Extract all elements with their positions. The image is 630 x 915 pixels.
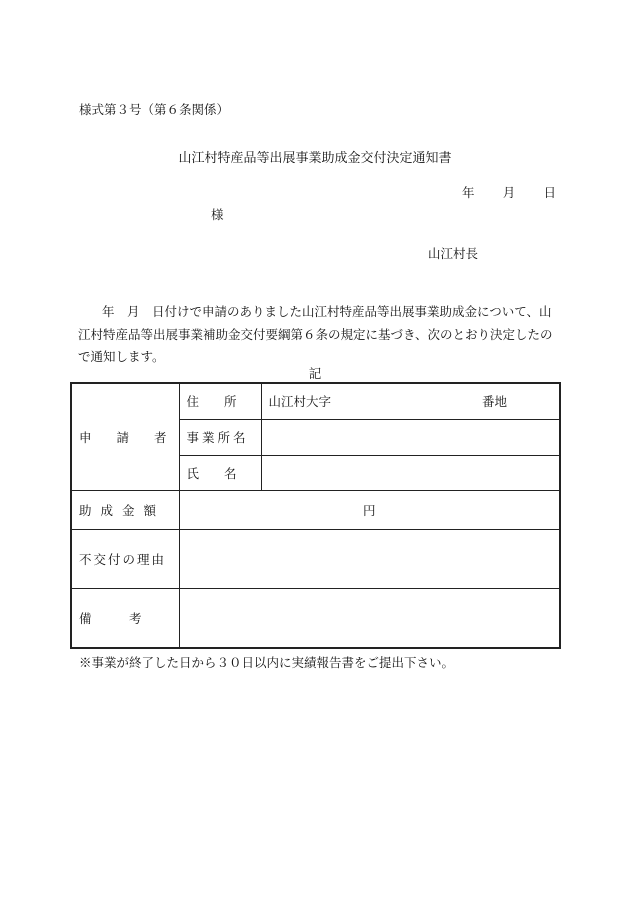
reason-label-cell [71,529,179,588]
ki-marker: 記 [308,366,322,381]
name-value-cell [261,455,560,490]
issuer: 山江村長 [428,246,479,261]
addressee-suffix: 様 [211,207,224,222]
office-value-cell [261,419,560,455]
date-year: 年 [462,185,475,200]
amount-unit: 円 [362,502,376,518]
body-paragraph: 年 月 日付けで申請のありました山江村特産品等出展事業助成金について、山江村特産品等出展事業補助金交付要綱第６条の規定に基づき、次のとおり決定したので通知します。 [78,304,553,364]
reason-label: 不交付の理由 [79,551,167,567]
address-value: 山江村大字 [268,394,332,410]
date-day: 日 [543,185,556,200]
remarks-value-cell [179,588,560,648]
notification-table [70,382,561,649]
date-month: 月 [502,185,516,200]
amount-label-cell [71,490,179,529]
amount-label: 助成金額 [79,502,166,518]
form-number: 様式第３号（第６条関係） [79,102,230,117]
office-label: 事業所名 [186,430,249,445]
document-title: 山江村特産品等出展事業助成金交付決定通知書 [178,151,452,166]
address-label-cell [179,383,261,419]
address-label: 住 所 [186,394,237,410]
remarks-label-cell [71,588,179,648]
footer-note: ※事業が終了した日から３０日以内に実績報告書をご提出下さい。 [79,655,455,670]
address-suffix: 番地 [481,394,507,410]
applicant-label: 申 請 者 [79,429,167,445]
remarks-label: 備 考 [79,610,142,626]
reason-value-cell [179,529,560,588]
amount-value-cell [179,490,560,529]
name-label: 氏 名 [186,465,237,481]
office-label-cell [179,419,261,455]
date-line [462,183,556,201]
name-label-cell [179,455,261,490]
applicant-label-cell [71,383,179,490]
address-value-cell [261,383,560,419]
